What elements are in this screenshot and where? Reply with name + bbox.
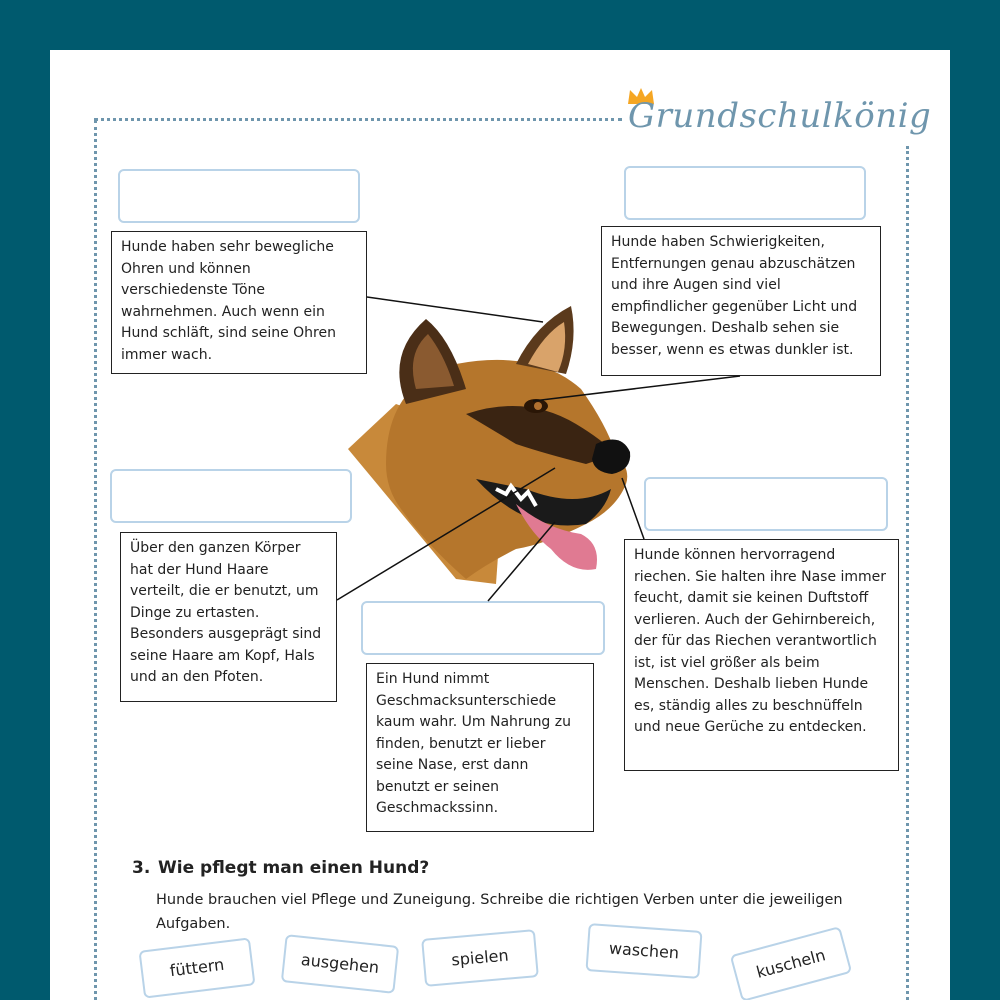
dotted-border-left	[94, 120, 97, 1000]
info-box-eyes: Hunde haben Schwierigkeiten, Entfernungen genau abzuschätzen und ihre Augen sind viel empfindlicher gegenüber Licht und Bewegungen. Deshalb sehen sie besser, wenn es etwas dunkler ist.	[601, 226, 881, 376]
brand-logo: Grundschulkönig	[628, 96, 932, 136]
info-box-hair: Über den ganzen Körper hat der Hund Haare verteilt, die er benutzt, um Dinge zu ertasten. Besonders ausgeprägt sind seine Haare am Kopf, Hals und an den Pfoten.	[120, 532, 337, 702]
task-number: 3.	[132, 858, 151, 878]
answer-box-eyes[interactable]	[624, 166, 866, 220]
verb-card-ausgehen[interactable]: ausgehen	[281, 934, 399, 994]
verb-card-spielen[interactable]: spielen	[421, 929, 539, 987]
dotted-border-top	[94, 118, 622, 121]
answer-box-nose[interactable]	[644, 477, 888, 531]
dotted-border-right	[906, 146, 909, 1000]
info-box-ears: Hunde haben sehr bewegliche Ohren und können verschiedenste Töne wahrnehmen. Auch wenn ein Hund schläft, sind seine Ohren immer wach.	[111, 231, 367, 374]
task-title: Wie pflegt man einen Hund?	[158, 858, 430, 878]
verb-card-waschen[interactable]: waschen	[585, 923, 702, 979]
info-box-taste: Ein Hund nimmt Geschmacksunterschiede kaum wahr. Um Nahrung zu finden, benutzt er lieber seine Nase, erst dann benutzt er seinen Geschmackssinn.	[366, 663, 594, 832]
verb-card-kuscheln[interactable]: kuscheln	[730, 926, 853, 1000]
answer-box-hair[interactable]	[110, 469, 352, 523]
answer-box-taste[interactable]	[361, 601, 605, 655]
verb-card-fuettern[interactable]: füttern	[138, 937, 255, 998]
answer-box-ears[interactable]	[118, 169, 360, 223]
worksheet	[50, 50, 950, 1000]
task-description: Hunde brauchen viel Pflege und Zuneigung. Schreibe die richtigen Verben unter die jeweiligen Aufgaben.	[156, 892, 843, 932]
info-box-nose: Hunde können hervorragend riechen. Sie halten ihre Nase immer feucht, damit sie keinen Duftstoff verlieren. Auch der Gehirnbereich, der für das Riechen verantwortlich ist, ist viel größer als beim Menschen. Deshalb lieben Hunde es, ständig alles zu beschnüffeln und neue Gerüche zu entdecken.	[624, 539, 899, 771]
dog-head-illustration	[346, 294, 636, 584]
